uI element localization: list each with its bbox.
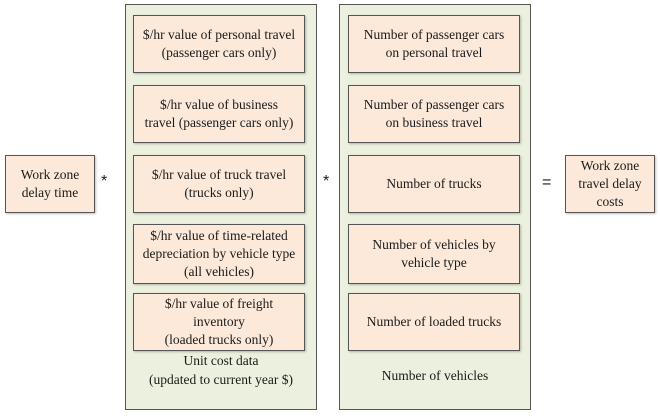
unit-cost-caption: Unit cost data (updated to current year $) [149,353,293,387]
work-zone-delay-time-box [5,155,95,213]
multiply-operator-2: * [323,173,330,190]
multiply-operator-1: * [101,173,108,190]
vehicles-item: Number of trucks [348,155,520,213]
vehicles-item: Number of loaded trucks [348,293,520,351]
vehicles-item: Number of vehicles by vehicle type [348,224,520,284]
equals-operator: = [542,174,552,191]
vehicles-item: Number of passenger cars on business travel [348,85,520,143]
vehicles-item: Number of passenger cars on personal travel [348,15,520,73]
unit-cost-item: $/hr value of business travel (passenger cars only) [133,85,305,143]
unit-cost-item: $/hr value of personal travel (passenger cars only) [133,15,305,73]
travel-delay-costs-box [565,155,655,213]
work-zone-delay-time-label: Work zone delay time [20,166,80,200]
vehicles-caption: Number of vehicles [381,368,489,383]
travel-delay-costs-label: Work zone travel delay costs [578,157,642,210]
unit-cost-item: $/hr value of freight inventory (loaded trucks only) [133,293,305,351]
unit-cost-item: $/hr value of time-related depreciation by vehicle type (all vehicles) [133,224,305,284]
unit-cost-item: $/hr value of truck travel (trucks only) [133,155,305,213]
